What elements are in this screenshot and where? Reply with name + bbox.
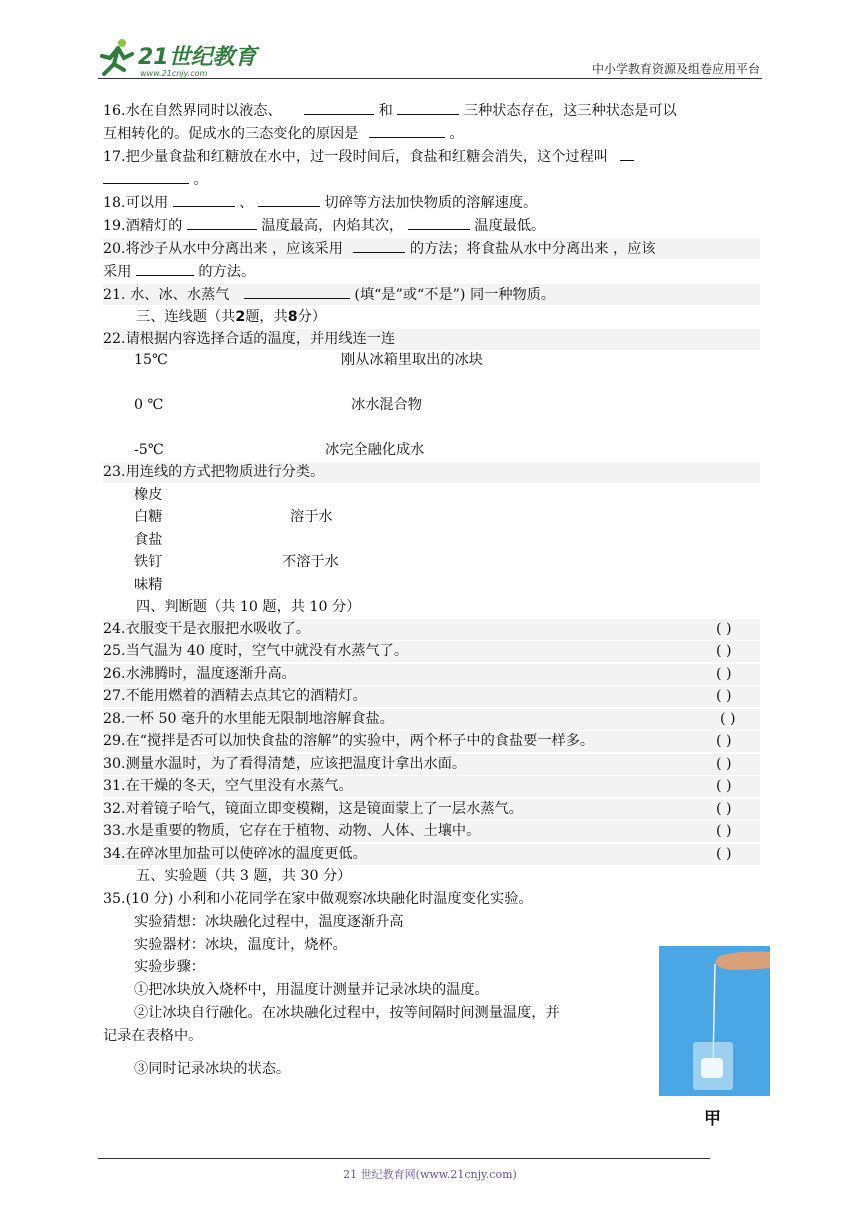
q23-left-item[interactable]: 食盐 bbox=[134, 532, 163, 548]
ice-block-icon bbox=[701, 1058, 723, 1078]
judge-answer-box[interactable]: ( ) bbox=[716, 688, 732, 704]
q22-right-item[interactable]: 冰水混合物 bbox=[351, 397, 422, 413]
judge-item: 27.不能用燃着的酒精去点其它的酒精灯。 bbox=[103, 686, 760, 707]
footer-text: 21 世纪教育网(www.21cnjy.com) bbox=[343, 1168, 517, 1181]
judge-answer-box[interactable]: ( ) bbox=[716, 621, 732, 637]
experiment-photo bbox=[659, 946, 770, 1096]
answer-blank[interactable] bbox=[103, 169, 189, 184]
answer-blank[interactable] bbox=[173, 192, 235, 207]
experiment-guess: 实验猜想：冰块融化过程中，温度逐渐升高 bbox=[134, 914, 404, 930]
question-16-line1: 16.水在自然界同时以液态、 和 三种状态存在，这三种状态是可以 bbox=[103, 100, 677, 121]
site-logo bbox=[96, 34, 266, 80]
judge-answer-box[interactable]: ( ) bbox=[720, 711, 736, 727]
judge-item: 31.在干燥的冬天，空气里没有水蒸气。 bbox=[103, 776, 760, 797]
judge-item: 25.当气温为 40 度时，空气中就没有水蒸气了。 bbox=[103, 641, 760, 662]
judge-answer-box[interactable]: ( ) bbox=[716, 733, 732, 749]
footer-divider bbox=[98, 1158, 710, 1159]
q22-right-item[interactable]: 冰完全融化成水 bbox=[325, 442, 425, 458]
q22-right-item[interactable]: 刚从冰箱里取出的冰块 bbox=[341, 352, 483, 368]
answer-blank[interactable] bbox=[136, 261, 194, 276]
answer-blank[interactable] bbox=[304, 100, 374, 115]
q23-left-item[interactable]: 铁钉 bbox=[134, 554, 163, 570]
answer-blank[interactable] bbox=[353, 238, 405, 253]
question-35-stem: 35.(10 分) 小利和小花同学在家中做观察冰块融化时温度变化实验。 bbox=[103, 891, 533, 907]
judge-item: 30.测量水温时，为了看得清楚，应该把温度计拿出水面。 bbox=[103, 754, 760, 775]
q22-left-item[interactable]: -5℃ bbox=[134, 442, 164, 458]
q23-left-item[interactable]: 橡皮 bbox=[134, 487, 163, 503]
judge-answer-box[interactable]: ( ) bbox=[716, 801, 732, 817]
logo-url: www.21cnjy.com bbox=[140, 69, 208, 78]
header-platform-name: 中小学教育资源及组卷应用平台 bbox=[591, 62, 760, 76]
answer-blank[interactable] bbox=[244, 284, 350, 299]
judge-answer-box[interactable]: ( ) bbox=[716, 823, 732, 839]
experiment-step-1: ①把冰块放入烧杯中，用温度计测量并记录冰块的温度。 bbox=[134, 982, 489, 998]
experiment-step-2: ②让冰块自行融化。在冰块融化过程中，按等间隔时间测量温度，并 bbox=[134, 1005, 560, 1021]
experiment-step-2-cont: 记录在表格中。 bbox=[103, 1028, 203, 1044]
section-4-title: 四、判断题（共 10 题，共 10 分） bbox=[136, 599, 361, 615]
judge-answer-box[interactable]: ( ) bbox=[716, 666, 732, 682]
q23-right-item[interactable]: 不溶于水 bbox=[282, 554, 339, 570]
q22-left-item[interactable]: 15℃ bbox=[134, 352, 168, 368]
logo-text: 21世纪教育 bbox=[138, 45, 257, 70]
runner-icon bbox=[102, 39, 132, 74]
judge-item: 33.水是重要的物质，它存在于植物、动物、人体、土壤中。 bbox=[103, 821, 760, 842]
question-20-line2: 采用 的方法。 bbox=[103, 261, 255, 282]
question-19: 19.酒精灯的 温度最高，内焰其次， 温度最低。 bbox=[103, 215, 545, 236]
question-16-line2: 互相转化的。促成水的三态变化的原因是 。 bbox=[103, 123, 464, 144]
figure-label: 甲 bbox=[704, 1109, 721, 1129]
q23-right-item[interactable]: 溶于水 bbox=[290, 509, 333, 525]
judge-answer-box[interactable]: ( ) bbox=[716, 643, 732, 659]
section-3-title: 三、连线题（共2题，共8分） bbox=[136, 309, 327, 325]
q23-left-item[interactable]: 白糖 bbox=[134, 509, 163, 525]
question-17-line1: 17.把少量食盐和红糖放在水中，过一段时间后，食盐和红糖会消失，这个过程叫 bbox=[103, 146, 634, 167]
answer-blank[interactable] bbox=[620, 146, 634, 161]
header-divider bbox=[98, 78, 762, 79]
answer-blank[interactable] bbox=[369, 123, 445, 138]
experiment-materials: 实验器材：冰块，温度计，烧杯。 bbox=[134, 937, 347, 953]
question-23-stem: 23.用连线的方式把物质进行分类。 bbox=[103, 462, 760, 483]
section-5-title: 五、实验题（共 3 题，共 30 分） bbox=[136, 868, 352, 884]
q22-left-item[interactable]: 0 ℃ bbox=[134, 397, 164, 413]
judge-item: 24.衣服变干是衣服把水吸收了。 bbox=[103, 619, 760, 640]
question-18: 18.可以用 、 切碎等方法加快物质的溶解速度。 bbox=[103, 192, 537, 213]
answer-blank[interactable] bbox=[408, 215, 470, 230]
question-17-line2: 。 bbox=[103, 169, 208, 190]
answer-blank[interactable] bbox=[397, 100, 459, 115]
experiment-steps-title: 实验步骤： bbox=[134, 959, 205, 975]
question-21: 21. 水、冰、水蒸气 (填“是”或“不是”) 同一种物质。 bbox=[103, 284, 760, 305]
experiment-step-3: ③同时记录冰块的状态。 bbox=[134, 1061, 291, 1077]
question-22-stem: 22.请根据内容选择合适的温度，并用线连一连 bbox=[103, 329, 760, 350]
answer-blank[interactable] bbox=[187, 215, 257, 230]
judge-item: 29.在“搅拌是否可以加快食盐的溶解”的实验中，两个杯子中的食盐要一样多。 bbox=[103, 731, 760, 752]
q23-left-item[interactable]: 味精 bbox=[134, 577, 163, 593]
judge-item: 28.一杯 50 毫升的水里能无限制地溶解食盐。 bbox=[103, 709, 760, 730]
judge-item: 34.在碎冰里加盐可以使碎冰的温度更低。 bbox=[103, 844, 760, 865]
judge-item: 26.水沸腾时，温度逐渐升高。 bbox=[103, 664, 760, 685]
judge-answer-box[interactable]: ( ) bbox=[716, 778, 732, 794]
answer-blank[interactable] bbox=[258, 192, 320, 207]
judge-answer-box[interactable]: ( ) bbox=[716, 846, 732, 862]
question-20-line1: 20.将沙子从水中分离出来 ，应该采用 的方法；将食盐从水中分离出来 ，应该 bbox=[103, 238, 760, 259]
judge-answer-box[interactable]: ( ) bbox=[716, 756, 732, 772]
judge-item: 32.对着镜子哈气，镜面立即变模糊，这是镜面蒙上了一层水蒸气。 bbox=[103, 799, 760, 820]
